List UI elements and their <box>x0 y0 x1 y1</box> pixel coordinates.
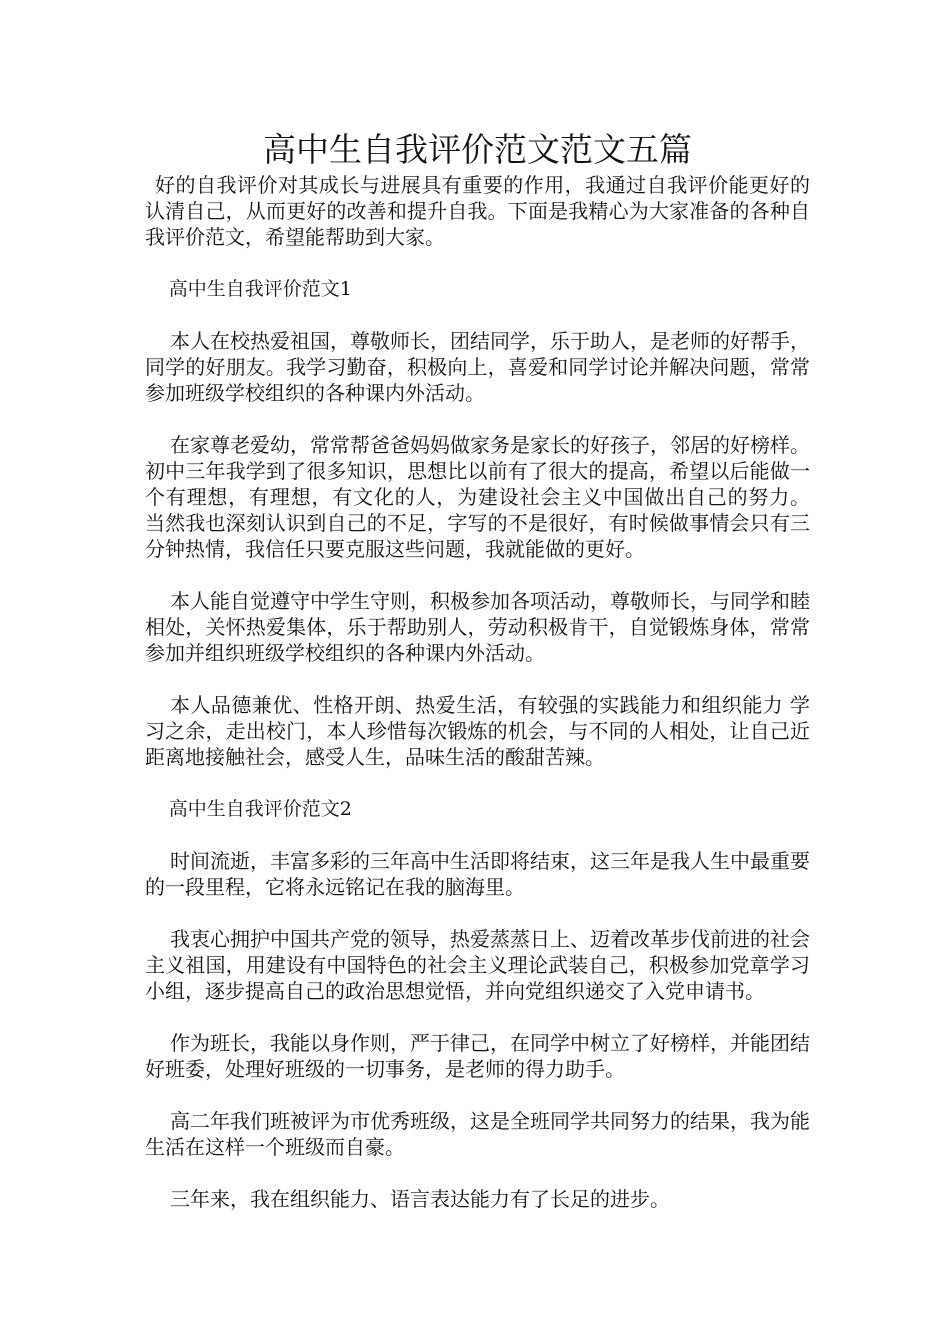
paragraph: 作为班长，我能以身作则，严于律己，在同学中树立了好榜样，并能团结好班委，处理好班级的一切事务，是老师的得力助手。 <box>145 1031 810 1081</box>
section-heading-2: 高中生自我评价范文2 <box>168 798 352 820</box>
paragraph: 三年来，我在组织能力、语言表达能力有了长足的进步。 <box>170 1187 670 1211</box>
paragraph: 在家尊老爱幼，常常帮爸爸妈妈做家务是家长的好孩子，邻居的好榜样。 初中三年我学到了很多知识，思想比以前有了很大的提高，希望以后能做一个有理想，有理想，有文化的人，为建设社会主义中国做出自己的努力。 当然我也深刻认识到自己的不足，字写的不是很好，有时候做事情会只有三分钟热情，我信任只要克服这些问题，我就能做的更好。 <box>145 433 810 561</box>
intro-paragraph: 好的自我评价对其成长与进展具有重要的作用，我通过自我评价能更好的认清自己，从而更好的改善和提升自我。下面是我精心为大家准备的各种自我评价范文，希望能帮助到大家。 <box>145 173 810 249</box>
paragraph: 高二年我们班被评为市优秀班级，这是全班同学共同努力的结果，我为能生活在这样一个班级而自豪。 <box>145 1109 810 1159</box>
section-heading-1: 高中生自我评价范文1 <box>168 278 352 300</box>
paragraph: 本人能自觉遵守中学生守则，积极参加各项活动，尊敬师长，与同学和睦相处，关怀热爱集体，乐于帮助别人，劳动积极肯干，自觉锻炼身体，常常参加并组织班级学校组织的各种课内外活动。 <box>145 589 810 665</box>
paragraph: 本人品德兼优、性格开朗、热爱生活，有较强的实践能力和组织能力 学习之余，走出校门，本人珍惜每次锻炼的机会，与不同的人相处，让自己近距离地接触社会，感受人生，品味生活的酸甜苦辣。 <box>145 693 810 769</box>
paragraph: 时间流逝，丰富多彩的三年高中生活即将结束，这三年是我人生中最重要的一段里程，它将永远铭记在我的脑海里。 <box>145 849 810 899</box>
paragraph: 我衷心拥护中国共产党的领导，热爱蒸蒸日上、迈着改革步伐前进的社会主义祖国，用建设有中国特色的社会主义理论武装自己，积极参加党章学习小组，逐步提高自己的政治思想觉悟，并向党组织递交了入党申请书。 <box>145 927 810 1003</box>
document-title: 高中生自我评价范文范文五篇 <box>263 130 692 169</box>
document-page <box>145 128 810 1238</box>
paragraph: 本人在校热爱祖国，尊敬师长，团结同学，乐于助人，是老师的好帮手，同学的好朋友。我学习勤奋，积极向上，喜爱和同学讨论并解决问题，常常参加班级学校组织的各种课内外活动。 <box>145 329 810 405</box>
